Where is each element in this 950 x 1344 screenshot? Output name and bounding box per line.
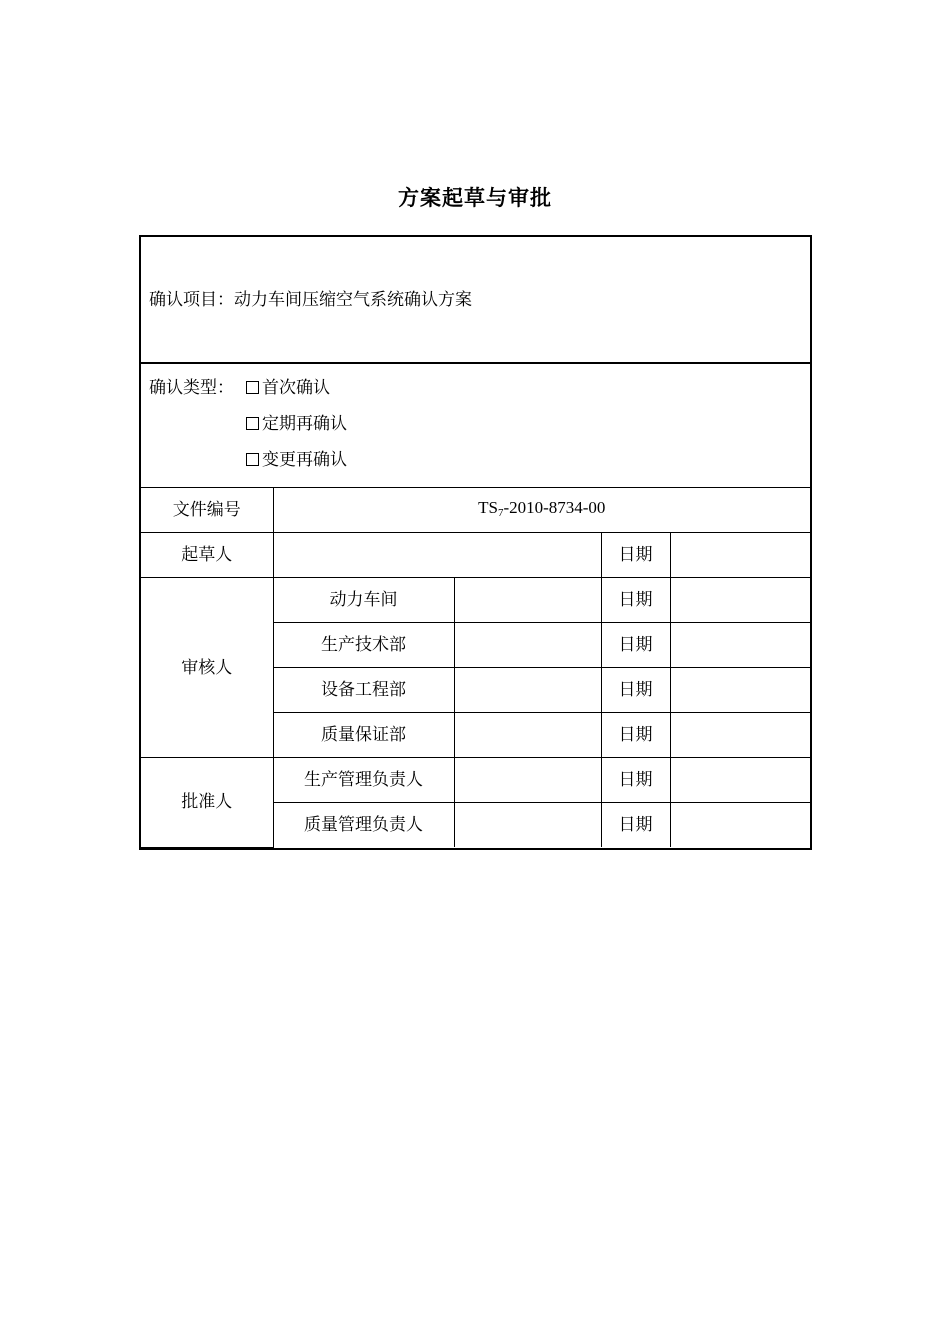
reviewer-signature-cell[interactable] [454,623,601,668]
reviewer-date-cell[interactable] [670,578,810,623]
reviewer-date-cell[interactable] [670,713,810,758]
checkbox-icon[interactable] [246,417,259,430]
date-label: 日期 [601,668,670,713]
table-row [141,758,810,803]
reviewer-signature-cell[interactable] [454,668,601,713]
option-change-reconfirm[interactable] [246,448,347,472]
approver-date-cell[interactable] [670,803,810,848]
date-label: 日期 [601,758,670,803]
reviewer-date-cell[interactable] [670,623,810,668]
reviewer-date-cell[interactable] [670,668,810,713]
approver-label: 批准人 [141,758,273,848]
approver-signature-cell[interactable] [454,758,601,803]
reviewer-signature-cell[interactable] [454,713,601,758]
reviewer-dept: 质量保证部 [273,713,454,758]
confirm-type-label: 确认类型： [149,378,234,398]
doc-number-subscript: 7 [497,506,504,519]
option-label: 首次确认 [262,378,330,398]
approval-form [139,235,812,850]
option-label: 变更再确认 [262,450,347,470]
drafter-date-cell[interactable] [670,533,810,578]
drafter-signature-cell[interactable] [273,533,601,578]
date-label: 日期 [601,578,670,623]
table-row [141,488,810,533]
date-label: 日期 [601,713,670,758]
project-label: 确认项目： [149,290,234,310]
date-label: 日期 [601,623,670,668]
reviewer-signature-cell[interactable] [454,578,601,623]
table-row [141,533,810,578]
checkbox-icon[interactable] [246,453,259,466]
table-row [141,578,810,623]
approver-date-cell[interactable] [670,758,810,803]
reviewer-label: 审核人 [141,578,273,758]
project-section [141,237,810,364]
approver-role: 质量管理负责人 [273,803,454,848]
doc-number-suffix: -2010-8734-00 [503,497,606,517]
doc-number-label: 文件编号 [141,488,273,533]
project-line [149,288,472,312]
date-label: 日期 [601,803,670,848]
confirm-type-section [141,364,810,488]
approver-signature-cell[interactable] [454,803,601,848]
option-periodic-reconfirm[interactable] [246,412,347,436]
option-label: 定期再确认 [262,414,347,434]
reviewer-dept: 设备工程部 [273,668,454,713]
date-label: 日期 [601,533,670,578]
project-value: 动力车间压缩空气系统确认方案 [234,290,472,310]
approver-role: 生产管理负责人 [273,758,454,803]
option-first-confirm[interactable] [246,376,330,400]
reviewer-dept: 动力车间 [273,578,454,623]
doc-number-value [273,488,810,533]
doc-number-prefix: TS [478,497,498,517]
page-title: 方案起草与审批 [398,185,552,210]
drafter-label: 起草人 [141,533,273,578]
reviewer-dept: 生产技术部 [273,623,454,668]
signature-table [141,488,810,848]
checkbox-icon[interactable] [246,381,259,394]
